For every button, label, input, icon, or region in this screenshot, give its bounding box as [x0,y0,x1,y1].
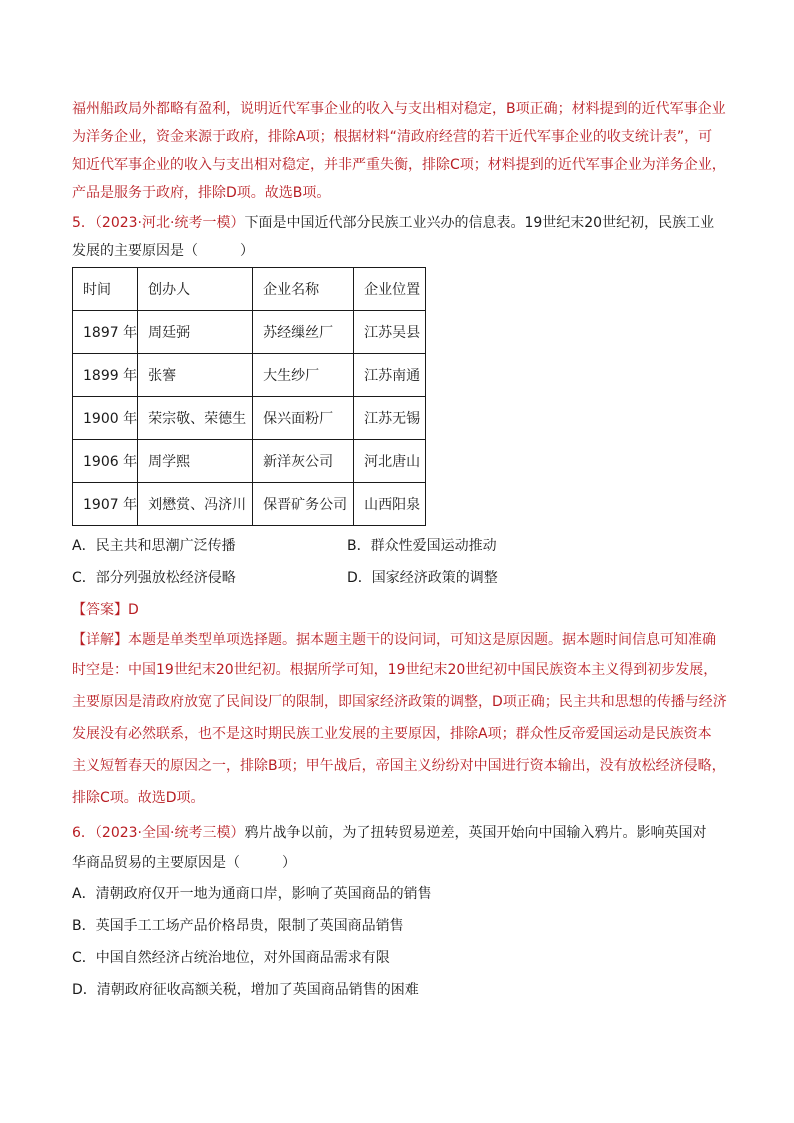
detail-text: 本题是单类型单项选择题。据本题主题干的设问词，可知这是原因题。据本题时间信息可知准确 [128,632,716,648]
question-5-stem-text: 下面是中国近代部分民族工业兴办的信息表。19世纪末20世纪初，民族工业 [244,215,715,231]
detail-explanation [72,626,732,814]
table-cell: 山西阳泉 [354,483,426,526]
detail-line: 排除C项。故选D项。 [72,790,205,806]
option-d[interactable]: D．清朝政府征收高额关税，增加了英国商品销售的困难 [72,982,419,998]
table-cell: 江苏南通 [354,354,426,397]
detail-line: 发展没有必然联系，也不是这时期民族工业发展的主要原因，排除A项；群众性反帝爱国运动是民族资本 [72,726,712,742]
table-row [73,440,426,483]
table-header-cell: 企业名称 [253,268,354,311]
table-cell: 1906 年 [73,440,138,483]
answer-value: D [128,602,139,618]
table-cell: 1907 年 [73,483,138,526]
table-cell: 保晋矿务公司 [253,483,354,526]
question-6-stem-text: 鸦片战争以前，为了扭转贸易逆差，英国开始向中国输入鸦片。影响英国对 [244,825,707,841]
explanation-line: 福州船政局外都略有盈利，说明近代军事企业的收入与支出相对稳定，B项正确；材料提到的近代军事企业 [72,101,726,117]
explanation-line: 产品是服务于政府，排除D项。故选B项。 [72,185,331,201]
question-5-stem-line2: 发展的主要原因是（ ） [72,243,254,259]
table-cell: 周廷弼 [138,311,253,354]
question-5-stem-line1 [72,209,732,237]
table-cell: 1900 年 [73,397,138,440]
table-cell: 新洋灰公司 [253,440,354,483]
answer-label: 【答案】 [72,602,128,618]
detail-line: 主要原因是清政府放宽了民间设厂的限制，即国家经济政策的调整，D项正确；民主共和思想的传播与经济 [72,694,727,710]
table-cell: 张謇 [138,354,253,397]
option-d[interactable]: D．国家经济政策的调整 [347,570,498,586]
enterprise-info-table [72,267,426,526]
option-c[interactable]: C．中国自然经济占统治地位，对外国商品需求有限 [72,950,390,966]
question-5-options-row1 [72,530,732,562]
question-5-source-tag: （2023·河北·统考一模） [94,215,245,231]
question-6-stem-line2: 华商品贸易的主要原因是（ ） [72,855,296,871]
table-header-cell: 企业位置 [354,268,426,311]
question-5 [72,209,732,814]
table-cell: 河北唐山 [354,440,426,483]
table-cell: 江苏无锡 [354,397,426,440]
answer-line [72,594,732,626]
table-cell: 1899 年 [73,354,138,397]
page-content [72,95,732,1006]
table-row [73,354,426,397]
explanation-line: 知近代军事企业的收入与支出相对稳定，并非严重失衡，排除C项；材料提到的近代军事企业为洋务企业， [72,157,726,173]
table-cell: 1897 年 [73,311,138,354]
previous-explanation [72,95,732,207]
table-row [73,397,426,440]
table-header-cell: 创办人 [138,268,253,311]
question-6-number: 6． [72,825,95,841]
question-5-options-row2 [72,562,732,594]
detail-line: 时空是：中国19世纪末20世纪初。根据所学可知，19世纪末20世纪初中国民族资本主义得到初步发展， [72,662,718,678]
table-row [73,483,426,526]
option-a[interactable]: A．清朝政府仅开一地为通商口岸，影响了英国商品的销售 [72,886,432,902]
table-cell: 大生纱厂 [253,354,354,397]
table-row [73,311,426,354]
table-cell: 江苏吴县 [354,311,426,354]
question-5-number: 5． [72,215,95,231]
table-cell: 刘懋赏、冯济川 [138,483,253,526]
question-6-stem-line1 [72,818,732,848]
option-c[interactable]: C．部分列强放松经济侵略 [72,570,236,586]
detail-line [72,626,732,654]
table-header-cell: 时间 [73,268,138,311]
detail-line: 主义短暂春天的原因之一，排除B项；甲午战后，帝国主义纷纷对中国进行资本输出，没有放松经济侵略， [72,758,726,774]
detail-label: 【详解】 [72,632,128,648]
question-6-source-tag: （2023·全国·统考三模） [94,825,245,841]
option-b[interactable]: B．群众性爱国运动推动 [347,538,497,554]
table-cell: 保兴面粉厂 [253,397,354,440]
option-b[interactable]: B．英国手工工场产品价格昂贵，限制了英国商品销售 [72,918,404,934]
explanation-line: 为洋务企业，资金来源于政府，排除A项；根据材料“清政府经营的若干近代军事企业的收支统计表”，可 [72,129,713,145]
table-cell: 荣宗敬、荣德生 [138,397,253,440]
table-cell: 苏经缫丝厂 [253,311,354,354]
option-a[interactable]: A．民主共和思潮广泛传播 [72,538,236,554]
table-cell: 周学熙 [138,440,253,483]
table-header-row [73,268,426,311]
question-6 [72,818,732,1006]
